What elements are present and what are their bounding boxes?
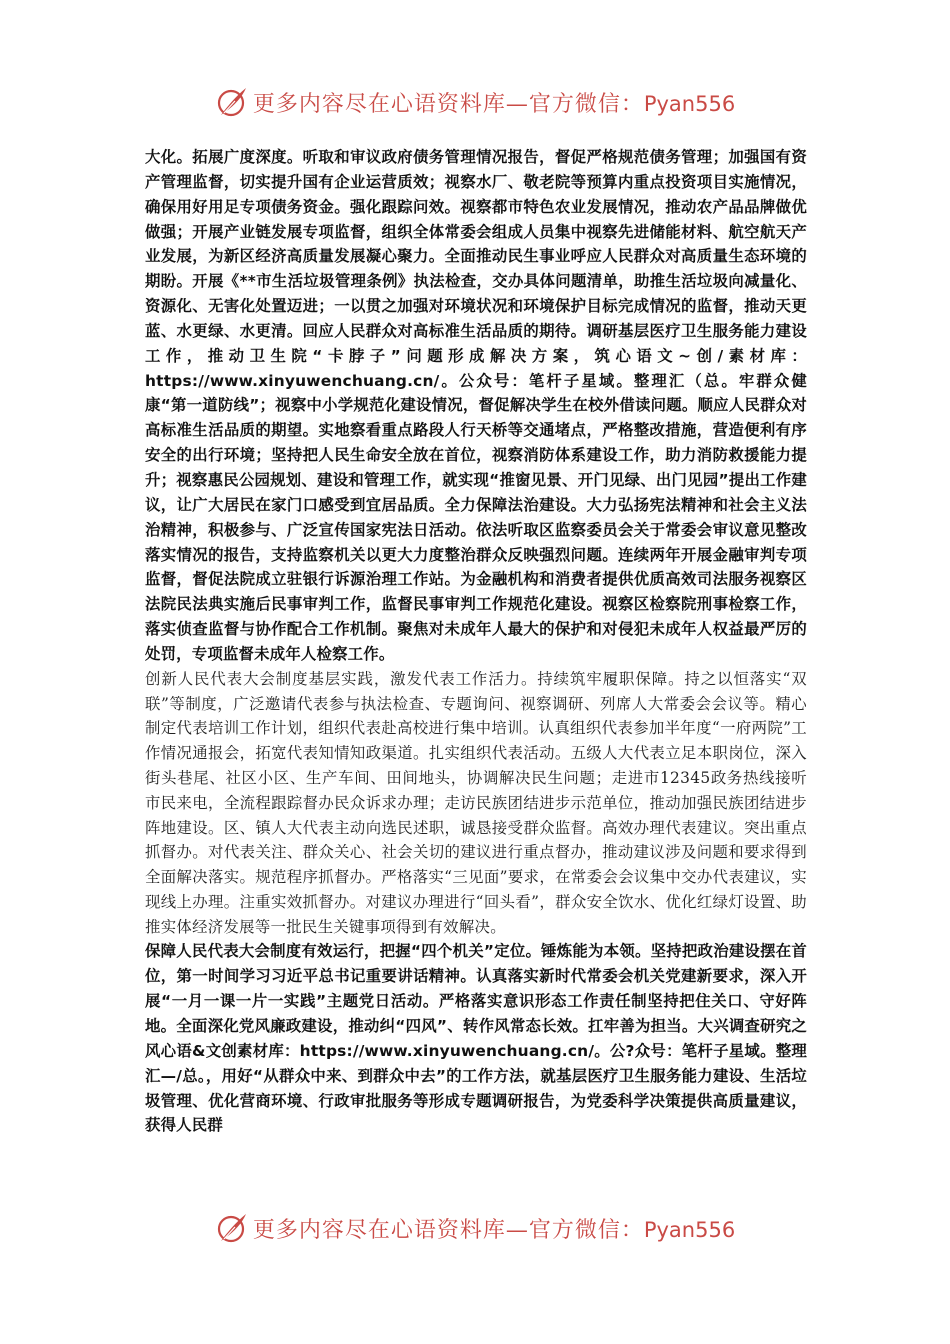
footer-banner-text: 更多内容尽在心语资料库—官方微信：Pyan556 (252, 1217, 736, 1243)
header-banner (0, 82, 950, 122)
header-banner-account: Pyan556 (643, 91, 736, 116)
footer-banner-account: Pyan556 (643, 1217, 736, 1242)
quill-logo-icon (215, 85, 249, 119)
footer-banner (0, 1208, 950, 1248)
paragraph-2: 创新人民代表大会制度基层实践，激发代表工作活力。持续筑牢履职保障。持之以恒落实“双联”等制度，广泛邀请代表参与执法检查、专题询问、视察调研、列席人大常委会会议等。精心制定代表培训工作计划，组织代表赴高校进行集中培训。认真组织代表参加半年度“一府两院”工作情况通报会，拓宽代表知情知政渠道。扎实组织代表活动。五级人大代表立足本职岗位，深入街头巷尾、社区小区、生产车间、田间地头，协调解决民生问题；走进市12345政务热线接听市民来电，全流程跟踪督办民众诉求办理；走访民族团结进步示范单位，推动加强民族团结进步阵地建设。区、镇人大代表主动向选民述职，诚恳接受群众监督。高效办理代表建议。突出重点抓督办。对代表关注、群众关心、社会关切的建议进行重点督办，推动建议涉及问题和要求得到全面解决落实。规范程序抓督办。严格落实“三见面”要求，在常委会会议集中交办代表建议，实现线上办理。注重实效抓督办。对建议办理进行“回头看”，群众安全饮水、优化红绿灯设置、助推实体经济发展等一批民生关键事项得到有效解决。 (145, 669, 807, 936)
paragraph-1: 大化。拓展广度深度。听取和审议政府债务管理情况报告，督促严格规范债务管理；加强国有资产管理监督，切实提升国有企业运营质效；视察水厂、敬老院等预算内重点投资项目实施情况，确保用好用足专项债务资金。强化跟踪问效。视察都市特色农业发展情况，推动农产品品牌做优做强；开展产业链发展专项监督，组织全体常委会组成人员集中视察先进储能材料、航空航天产业发展，为新区经济高质量发展凝心聚力。全面推动民生事业呼应人民群众对高质量生态环境的期盼。开展《**市生活垃圾管理条例》执法检查，交办具体问题清单，助推生活垃圾向减量化、资源化、无害化处置迈进；一以贯之加强对环境状况和环境保护目标完成情况的监督，推动天更蓝、水更绿、水更清。回应人民群众对高标准生活品质的期待。调研基层医疗卫生服务能力建设工作，推动卫生院“卡脖子”问题形成解决方案，筑心语文~创/素材库：https://www.xinyuwenchuang.cn/。公众号：笔杆子星域。整理汇（总。牢群众健康“第一道防线”；视察中小学规范化建设情况，督促解决学生在校外借读问题。顺应人民群众对高标准生活品质的期望。实地察看重点路段人行天桥等交通堵点，严格整改措施，营造便利有序安全的出行环境；坚持把人民生命安全放在首位，视察消防体系建设工作，助力消防救援能力提升；视察惠民公园规划、建设和管理工作，就实现“推窗见景、开门见绿、出门见园”提出工作建议，让广大居民在家门口感受到宜居品质。全力保障法治建设。大力弘扬宪法精神和社会主义法治精神，积极参与、广泛宣传国家宪法日活动。依法听取区监察委员会关于常委会审议意见整改落实情况的报告，支持监察机关以更大力度整治群众反映强烈问题。连续两年开展金融审判专项监督，督促法院成立驻银行诉源治理工作站。为金融机构和消费者提供优质高效司法服务视察区法院民法典实施后民事审判工作，监督民事审判工作规范化建设。视察区检察院刑事检察工作，落实侦查监督与协作配合工作机制。聚焦对未成年人最大的保护和对侵犯未成年人权益最严厉的处罚，专项监督未成年人检察工作。 (145, 148, 807, 663)
paragraph-3: 保障人民代表大会制度有效运行，把握“四个机关”定位。锤炼能为本领。坚持把政治建设摆在首位，第一时间学习习近平总书记重要讲话精神。认真落实新时代常委会机关党建新要求，深入开展“一月一课一片一实践”主题党日活动。严格落实意识形态工作责任制坚持把住关口、守好阵地。全面深化党风廉政建设，推动纠“四风”、转作风常态长效。扛牢善为担当。大兴调查研究之风心语&文创素材库：https://www.xinyuwenchuang.cn/。公?众号：笔杆子星域。整理汇—/总。，用好“从群众中来、到群众中去”的工作方法，就基层医疗卫生服务能力建设、生活垃圾管理、优化营商环境、行政审批服务等形成专题调研报告，为党委科学决策提供高质量建议，获得人民群 (145, 942, 807, 1135)
document-body (145, 145, 807, 1138)
header-banner-text: 更多内容尽在心语资料库—官方微信：Pyan556 (252, 91, 736, 117)
quill-logo-icon (215, 1211, 249, 1245)
